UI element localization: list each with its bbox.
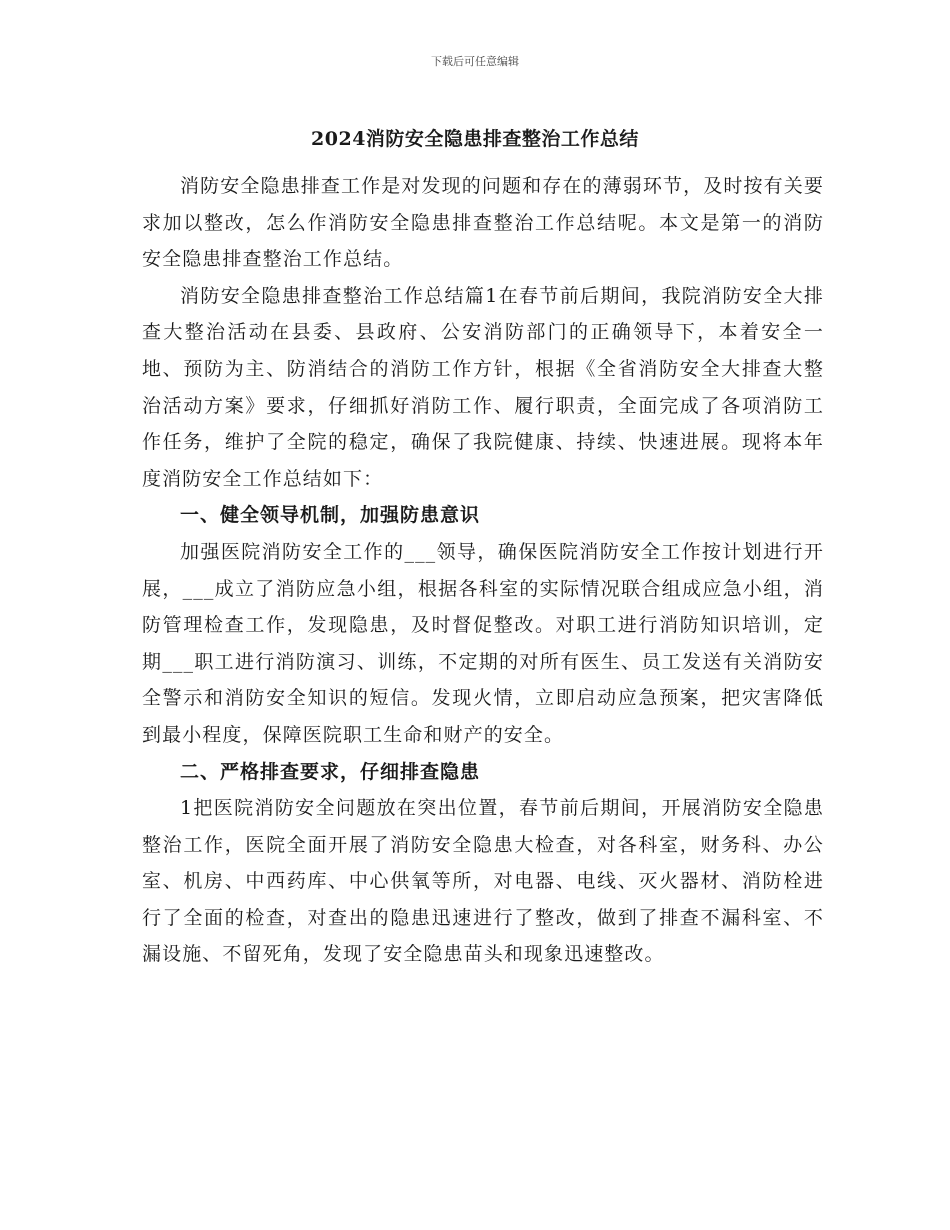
intro-paragraph: 消防安全隐患排查工作是对发现的问题和存在的薄弱环节，及时按有关要求加以整改，怎么作消防安全隐患排查整治工作总结呢。本文是第一的消防安全隐患排查整治工作总结。	[142, 175, 824, 271]
section-2-paragraph: 1把医院消防安全问题放在突出位置，春节前后期间，开展消防安全隐患整治工作，医院全面开展了消防安全隐患大检查，对各科室，财务科、办公室、机房、中西药库、中心供氧等所，对电器、电线、灭火器材、消防栓进行了全面的检查，对查出的隐患迅速进行了整改，做到了排查不漏科室、不漏设施、不留死角，发现了安全隐患苗头和现象迅速整改。	[142, 797, 824, 966]
page-header-note: 下载后可任意编辑	[431, 55, 519, 68]
section-heading-2: 二、严格排查要求，仔细排查隐患	[180, 760, 481, 783]
section-heading-1: 一、健全领导机制，加强防患意识	[180, 504, 481, 527]
document-title: 2024消防安全隐患排查整治工作总结	[311, 128, 639, 150]
document-body	[142, 168, 824, 973]
summary-paragraph: 消防安全隐患排查整治工作总结篇1在春节前后期间，我院消防安全大排查大整治活动在县委、县政府、公安消防部门的正确领导下，本着安全一地、预防为主、防消结合的消防工作方针，根据《全省消防安全大排查大整治活动方案》要求，仔细抓好消防工作、履行职责，全面完成了各项消防工作任务，维护了全院的稳定，确保了我院健康、持续、快速进展。现将本年度消防安全工作总结如下：	[142, 284, 824, 490]
section-1-paragraph: 加强医院消防安全工作的___领导，确保医院消防安全工作按计划进行开展，___成立了消防应急小组，根据各科室的实际情况联合组成应急小组，消防管理检查工作，发现隐患，及时督促整改。对职工进行消防知识培训，定期___职工进行消防演习、训练，不定期的对所有医生、员工发送有关消防安全警示和消防安全知识的短信。发现火情，立即启动应急预案，把灾害降低到最小程度，保障医院职工生命和财产的安全。	[142, 540, 824, 746]
